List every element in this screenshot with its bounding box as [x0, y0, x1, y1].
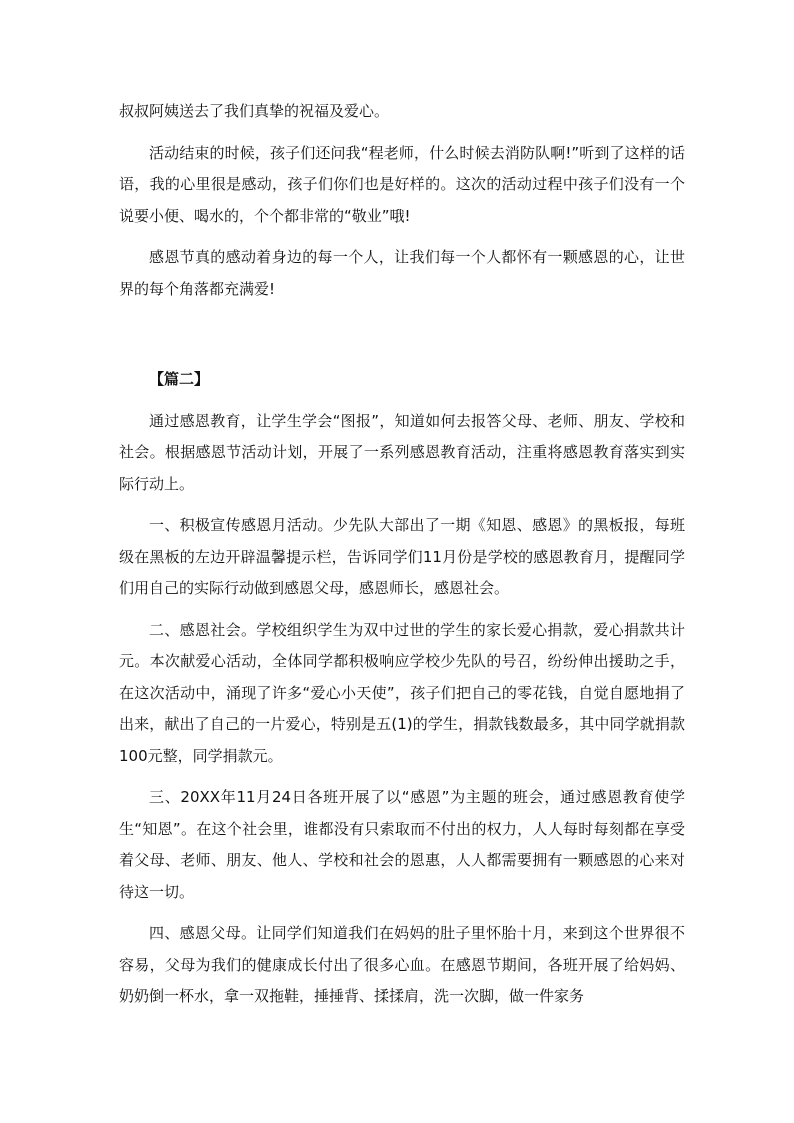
paragraph-item-three: 三、20XX年11月24日各班开展了以“感恩”为主题的班会，通过感恩教育使学生“知恩”。在这个社会里，谁都没有只索取而不付出的权力，人人每时每刻都在享受着父母、老师、朋友、他人、学校和社会的恩惠，人人都需要拥有一颗感恩的心来对待这一切。 [119, 788, 685, 901]
paragraph-continuation: 叔叔阿姨送去了我们真挚的祝福及爱心。 [119, 102, 390, 120]
section-heading: 【篇二】 [149, 370, 210, 388]
document-body [119, 96, 685, 1013]
paragraph-item-two: 二、感恩社会。学校组织学生为双中过世的学生的家长爱心捐款，爱心捐款共计元。本次献爱心活动，全体同学都积极响应学校少先队的号召，纷纷伸出援助之手，在这次活动中，涌现了许多“爱心小天使”，孩子们把自己的零花钱，自觉自愿地捐了出来，献出了自己的一片爱心，特别是五(1)的学生，捐款钱数最多，其中同学就捐款100元整，同学捐款元。 [119, 620, 685, 765]
paragraph-thanksgiving-closing: 感恩节真的感动着身边的每一个人，让我们每一个人都怀有一颗感恩的心，让世界的每个角落都充满爱! [119, 248, 685, 298]
paragraph-item-four: 四、感恩父母。让同学们知道我们在妈妈的肚子里怀胎十月，来到这个世界很不容易，父母为我们的健康成长付出了很多心血。在感恩节期间，各班开展了给妈妈、奶奶倒一杯水，拿一双拖鞋，捶捶背、揉揉肩，洗一次脚，做一件家务 [119, 924, 685, 1005]
paragraph-intro: 通过感恩教育，让学生学会“图报”，知道如何去报答父母、老师、朋友、学校和社会。根据感恩节活动计划，开展了一系列感恩教育活动，注重将感恩教育落实到实际行动上。 [119, 411, 685, 493]
paragraph-activity-end: 活动结束的时候，孩子们还问我“程老师，什么时候去消防队啊!”听到了这样的话语，我的心里很是感动，孩子们你们也是好样的。这次的活动过程中孩子们没有一个说要小便、喝水的，个个都非常的“敬业”哦! [119, 143, 685, 225]
paragraph-item-one: 一、积极宣传感恩月活动。少先队大部出了一期《知恩、感恩》的黑板报，每班级在黑板的左边开辟温馨提示栏，告诉同学们11月份是学校的感恩教育月，提醒同学们用自己的实际行动做到感恩父母，感恩师长，感恩社会。 [119, 516, 685, 597]
